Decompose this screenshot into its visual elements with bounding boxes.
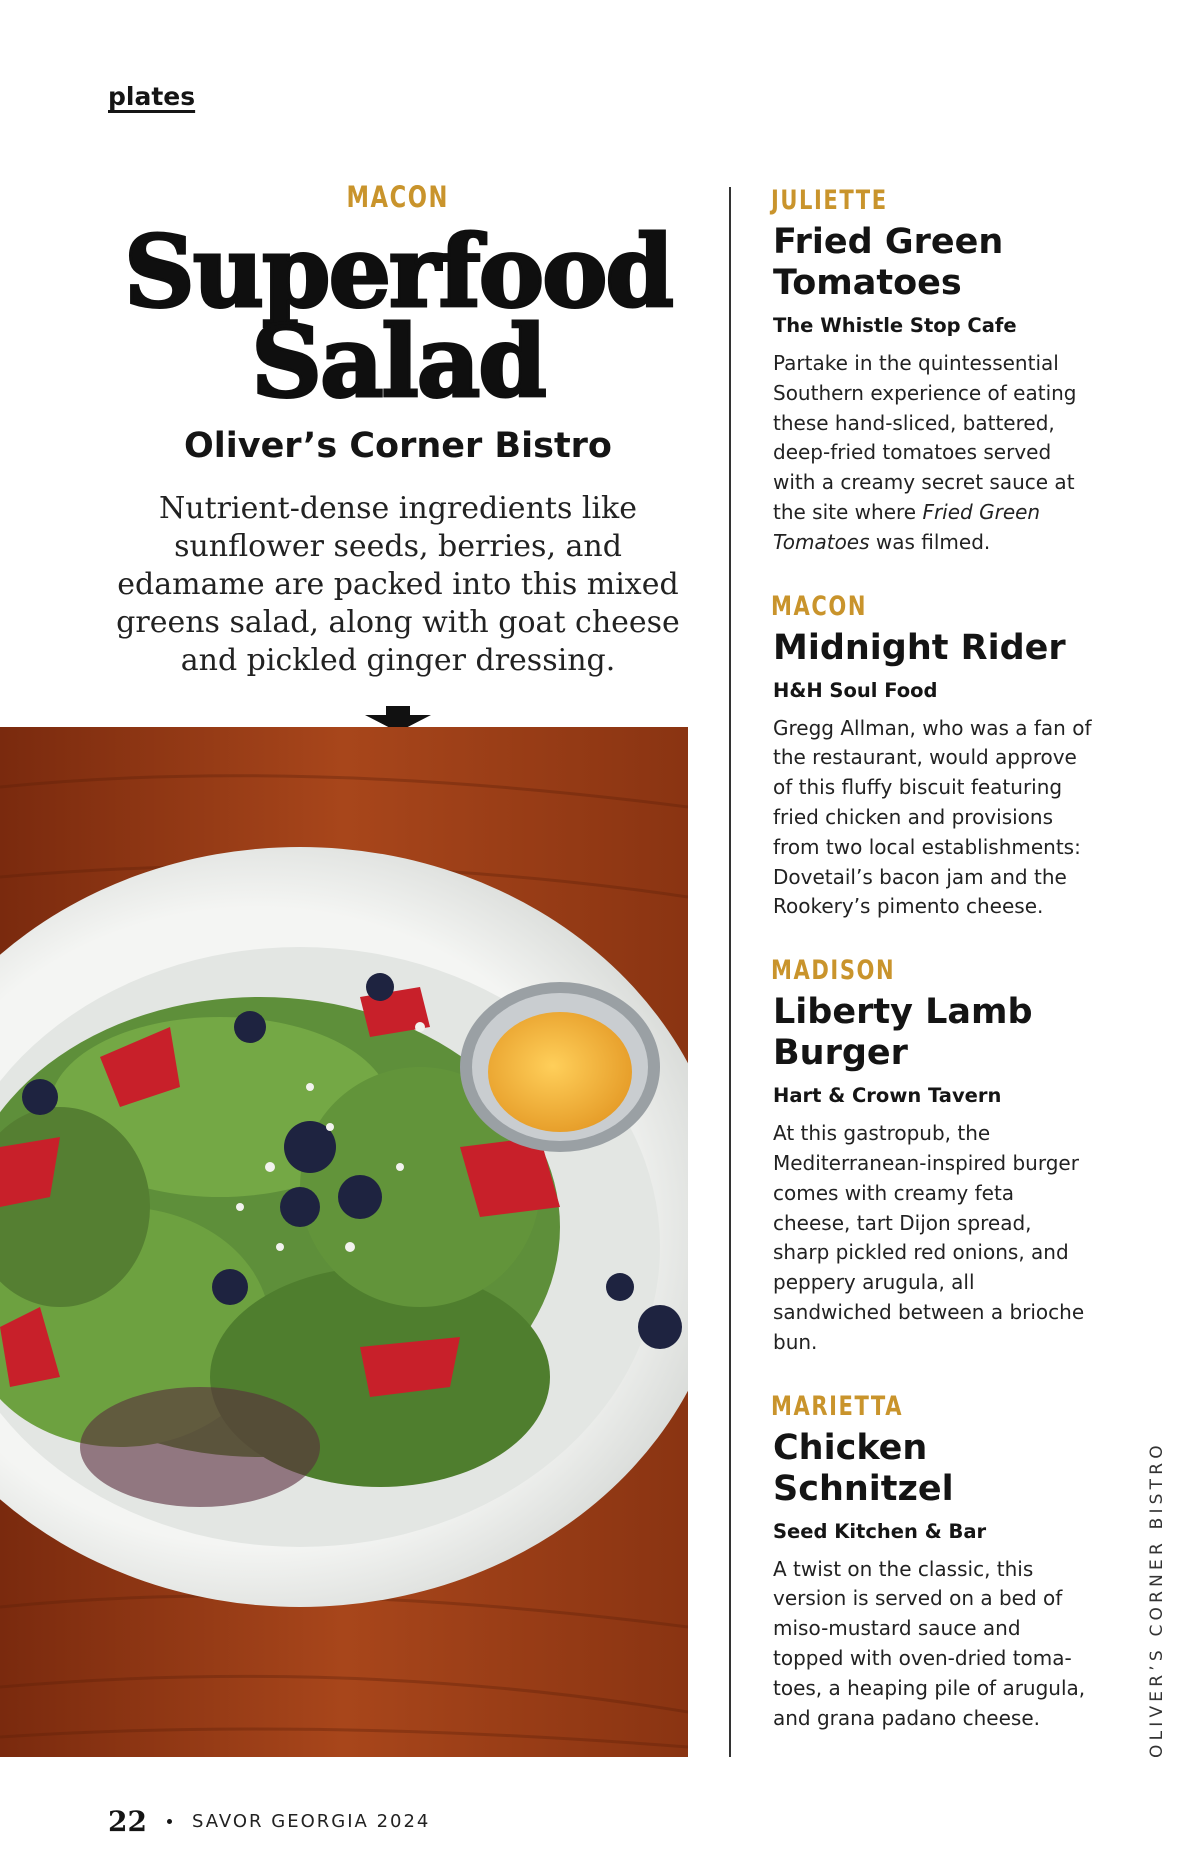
entry-description [773,349,1093,558]
entry-title: Midnight Rider [773,627,1066,668]
publication-name: SAVOR GEORGIA 2024 [191,1811,431,1832]
entry-venue: The Whistle Stop Cafe [773,314,1017,337]
entry-city: MACON [771,590,868,622]
entry-city: JULIETTE [771,185,888,216]
entry-venue: Seed Kitchen & Bar [773,1519,987,1543]
feature-restaurant: Oliver’s Corner Bistro [184,426,612,466]
column-divider [729,187,731,1757]
entries-column [773,185,1093,1766]
entry-description: Gregg Allman, who was a fan of the restaurant, would approve of this fluffy biscuit featuring fried chicken and provisions from two local establishments: Dovetail’s bacon jam and the Rookery’s pimento cheese. [773,715,1092,919]
page-footer [108,1805,430,1838]
entry-title: Chicken Schnitzel [773,1427,954,1509]
feature-article [88,180,708,737]
entry-title: Fried Green Tomatoes [773,222,1004,303]
entry-midnight-rider [773,591,1093,923]
entry-chicken-schnitzel [773,1391,1093,1734]
feature-title-line1: Superfood [124,215,672,330]
bullet-separator [167,1819,172,1824]
entry-city: MARIETTA [771,1390,904,1422]
entry-venue: Hart & Crown Tavern [773,1084,1002,1108]
entry-description-text: Partake in the quintessential Southern experience of eating these hand-sliced, battered, deep-fried tomatoes served with a creamy secret sauce at the site where [773,351,1077,524]
salad-photo [0,727,688,1757]
feature-city: MACON [346,180,450,214]
feature-title [88,215,708,420]
entry-venue: H&H Soul Food [773,678,938,702]
entry-description-end: was filmed. [869,529,991,554]
film-title: Fried Green Tomatoes [773,499,1041,554]
entry-description: A twist on the classic, this version is served on a bed of miso-mustard sauce and topped with oven-dried toma-toes, a heaping pile of arugula, and grana padano cheese. [773,1556,1086,1730]
entry-liberty-lamb-burger [773,955,1093,1357]
page-number: 22 [108,1805,147,1838]
entry-title: Liberty Lamb Burger [773,992,1033,1074]
section-label: plates [108,82,196,111]
feature-description: Nutrient-dense ingredients like sunflower seeds, berries, and edamame are packed into this mixed greens salad, along with goat cheese and pickled ginger dressing. [116,491,680,678]
feature-title-line2: Salad [251,305,545,420]
photo-credit: OLIVER’S CORNER BISTRO [1147,1441,1167,1758]
entry-fried-green-tomatoes [773,185,1093,558]
entry-city: MADISON [771,955,896,987]
entry-description: At this gastropub, the Mediterranean-inspired burger comes with creamy feta cheese, tart Dijon spread, sharp pickled red onions, and peppery arugula, all sandwiched between a brioche bun. [773,1121,1085,1354]
